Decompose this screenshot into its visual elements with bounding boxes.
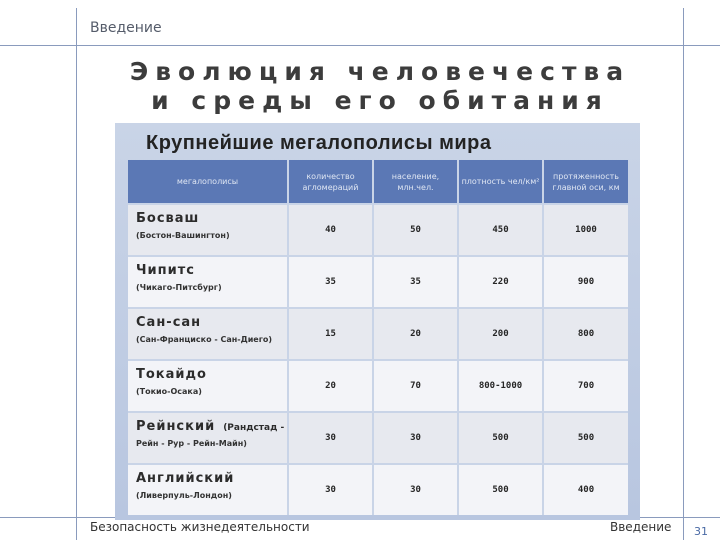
megalopolis-cities: Рейн - Рур - Рейн-Майн) [136, 439, 247, 448]
table-row [128, 204, 628, 256]
density-cell: 220 [458, 256, 543, 308]
column-header: количество агломераций [288, 160, 373, 204]
footer-section: Введение [610, 520, 672, 534]
megalopolis-cities-start: (Рандстад - [223, 423, 285, 433]
axis-length-cell: 500 [543, 412, 628, 464]
page-number: 31 [694, 525, 708, 538]
table-row [128, 464, 628, 515]
population-cell: 70 [373, 360, 458, 412]
table-row [128, 308, 628, 360]
megalopolis-name: Чипитс [136, 263, 195, 278]
megalopolis-cities: (Бостон-Вашингтон) [136, 231, 230, 240]
population-cell: 20 [373, 308, 458, 360]
axis-length-cell: 900 [543, 256, 628, 308]
population-cell: 30 [373, 464, 458, 515]
megalopolis-name: Сан-сан [136, 315, 202, 330]
table-title: Крупнейшие мегалополисы мира [146, 132, 492, 154]
agglomerations-cell: 30 [288, 464, 373, 515]
slide-title-line2: и среды его обитания [151, 86, 609, 115]
population-cell: 50 [373, 204, 458, 256]
axis-length-cell: 700 [543, 360, 628, 412]
table-row [128, 360, 628, 412]
megalopolis-name: Английский [136, 471, 235, 486]
section-header: Введение [90, 20, 162, 36]
table-row [128, 256, 628, 308]
megalopolis-name: Токайдо [136, 367, 207, 382]
frame-line-top [0, 45, 720, 46]
megalopolis-cell [128, 256, 288, 308]
megalopolis-name: Босваш [136, 211, 200, 226]
column-header: плотность чел/км² [458, 160, 543, 204]
slide-title-line1: Эволюция человечества [129, 57, 631, 86]
megalopolis-cell [128, 204, 288, 256]
megalopolis-cell [128, 464, 288, 515]
column-header: протяженность главной оси, км [543, 160, 628, 204]
axis-length-cell: 400 [543, 464, 628, 515]
table-row [128, 412, 628, 464]
density-cell: 800-1000 [458, 360, 543, 412]
megalopolis-cell [128, 412, 288, 464]
column-header: мегалополисы [128, 160, 288, 204]
column-header: население, млн.чел. [373, 160, 458, 204]
density-cell: 200 [458, 308, 543, 360]
agglomerations-cell: 40 [288, 204, 373, 256]
agglomerations-cell: 20 [288, 360, 373, 412]
agglomerations-cell: 35 [288, 256, 373, 308]
megalopolis-name: Рейнский [136, 419, 216, 434]
megalopolis-cities: (Сан-Франциско - Сан-Диего) [136, 335, 273, 344]
density-cell: 500 [458, 464, 543, 515]
axis-length-cell: 800 [543, 308, 628, 360]
agglomerations-cell: 30 [288, 412, 373, 464]
megalopolis-cities: (Токио-Осака) [136, 387, 202, 396]
table-header-row [128, 160, 628, 204]
axis-length-cell: 1000 [543, 204, 628, 256]
density-cell: 500 [458, 412, 543, 464]
megalopolis-cell [128, 308, 288, 360]
megalopolis-table [128, 160, 628, 515]
agglomerations-cell: 15 [288, 308, 373, 360]
megalopolis-name-line [136, 419, 287, 434]
megalopolis-cities: (Чикаго-Питсбург) [136, 283, 222, 292]
megalopolis-cell [128, 360, 288, 412]
population-cell: 30 [373, 412, 458, 464]
population-cell: 35 [373, 256, 458, 308]
footer-course-name: Безопасность жизнедеятельности [90, 520, 310, 534]
megalopolis-cities: (Ливерпуль-Лондон) [136, 491, 232, 500]
density-cell: 450 [458, 204, 543, 256]
